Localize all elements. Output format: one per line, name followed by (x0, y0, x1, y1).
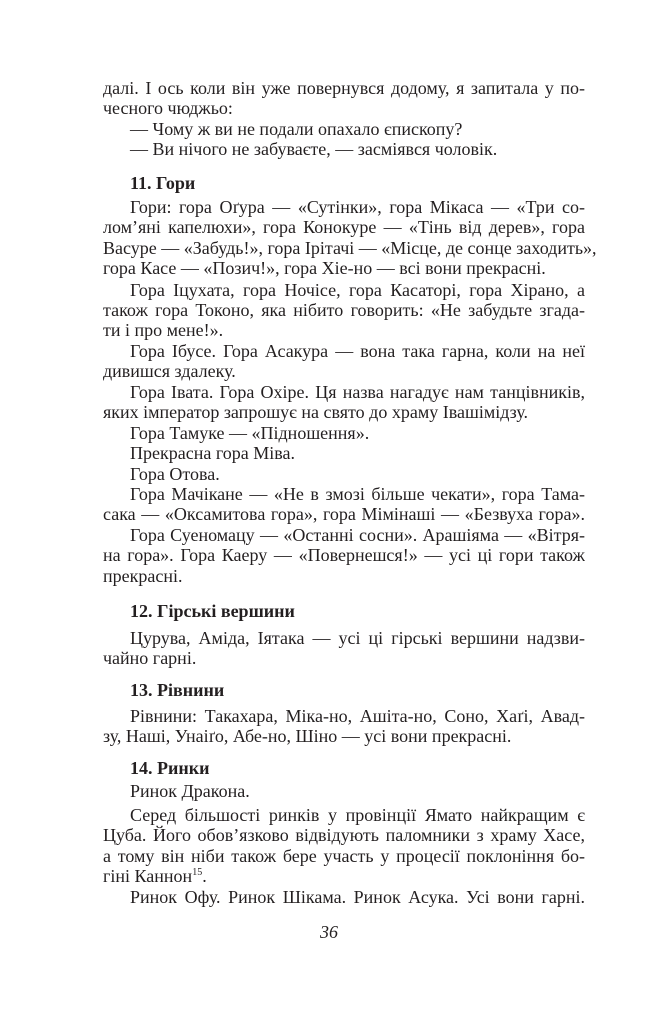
text-line: сака — «Оксамитова гора», гора Мімінаші — «Безвуха гора». (103, 504, 585, 524)
text-line (103, 866, 585, 886)
text-line: прекрасні. (103, 566, 183, 586)
text-line: далі. І ось коли він уже повернувся додому, я запитала у по- (103, 78, 585, 98)
text-fragment: гіні Каннон (103, 866, 193, 886)
text-line: Гора Івата. Гора Охіре. Ця назва нагадує нам танцівників, (130, 382, 585, 402)
text-line: Гора Ібусе. Гора Асакура — вона така гарна, коли на неї (130, 341, 585, 361)
text-line: Гора Тамуке — «Підношення». (130, 423, 370, 443)
text-line: Рівнини: Такахара, Міка-но, Ашіта-но, Соно, Хаґі, Авад- (130, 706, 585, 726)
text-line: Ринок Офу. Ринок Шікама. Ринок Асука. Усі вони гарні. (130, 887, 585, 907)
text-line: чесного чюджьо: (103, 98, 233, 118)
dialogue-line: — Ви нічого не забуваєте, — засміявся чоловік. (130, 139, 498, 159)
text-line: на гора». Гора Каеру — «Повернешся!» — усі ці гори також (103, 545, 585, 565)
text-line: Васуре — «Забудь!», гора Ірітачі — «Місце, де сонце заходить», (103, 238, 597, 258)
section-heading: 11. Гори (130, 173, 196, 193)
text-line: Прекрасна гора Міва. (130, 443, 296, 463)
text-line: Цуба. Його обов’язково відвідують паломники з храму Хасе, (103, 825, 585, 845)
text-line: також гора Токоно, яка нібито говорить: «Не забудьте згада- (103, 300, 585, 320)
text-line: гора Касе — «Позич!», гора Хіе-но — всі вони прекрасні. (103, 258, 546, 278)
text-line: Гора Мачікане — «Не в змозі більше чекати», гора Тама- (130, 484, 585, 504)
text-line: Серед більшості ринків у провінції Ямато найкращим є (130, 805, 585, 825)
page-number: 36 (320, 922, 338, 942)
text-line: Гори: гора Оґура — «Сутінки», гора Мікаса — «Три со- (130, 197, 585, 217)
text-line: зу, Наші, Унаіґо, Абе-но, Шіно — усі вони прекрасні. (103, 726, 512, 746)
dialogue-line: — Чому ж ви не подали опахало єпископу? (130, 119, 463, 139)
text-fragment: . (202, 866, 207, 886)
text-line: Ринок Дракона. (130, 781, 250, 801)
text-line: а тому він ніби також бере участь у процесії поклоніння бо- (103, 846, 585, 866)
text-line: Гора Іцухата, гора Ночісе, гора Касаторі, гора Хірано, а (130, 280, 585, 300)
footnote-ref[interactable]: 15 (192, 867, 203, 878)
text-line: дивишся здалеку. (103, 361, 236, 381)
text-line: Цурува, Аміда, Іятака — усі ці гірські вершини надзви- (130, 628, 585, 648)
text-line: яких імператор запрошує на свято до храму Івашімідзу. (103, 402, 529, 422)
section-heading: 12. Гірські вершини (130, 601, 295, 621)
text-line: чайно гарні. (103, 648, 197, 668)
text-line: Гора Отова. (130, 464, 220, 484)
text-line: лом’яні капелюхи», гора Конокуре — «Тінь від дерев», гора (103, 217, 585, 237)
section-heading: 14. Ринки (130, 758, 210, 778)
text-line: ти і про мене!». (103, 320, 224, 340)
text-line: Гора Суеномацу — «Останні сосни». Арашіяма — «Вітря- (130, 525, 585, 545)
section-heading: 13. Рівнини (130, 680, 225, 700)
